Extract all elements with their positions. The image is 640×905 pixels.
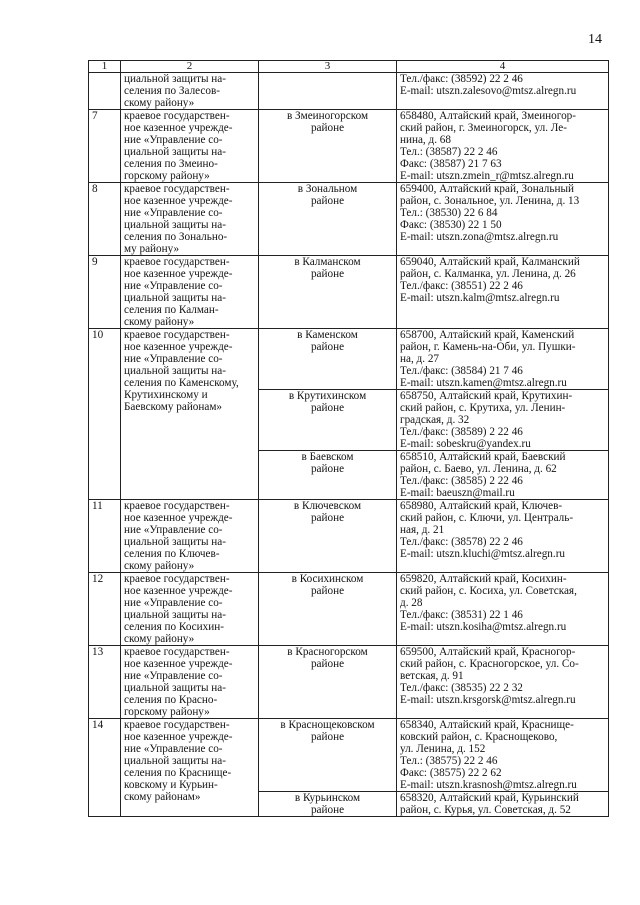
contacts-cell bbox=[397, 256, 609, 329]
district-text: в Ключевском районе bbox=[293, 500, 362, 524]
institution-text: краевое государствен- ное казенное учрежде- ние «Управление со- циальной защиты на- селения по Каменскому, Крутихинскому и Баевскому районам» bbox=[124, 329, 239, 413]
institution-text: краевое государствен- ное казенное учрежде- ние «Управление со- циальной защиты на- селения по Красно- горскому району» bbox=[124, 646, 233, 718]
contacts-cell bbox=[397, 792, 609, 817]
table-row bbox=[89, 500, 609, 573]
institution-text: краевое государствен- ное казенное учрежде- ние «Управление со- циальной защиты на- селения по Краснище- ковскому и Курьин- скому районам» bbox=[124, 719, 233, 803]
district-cell bbox=[259, 719, 397, 792]
district-cell bbox=[259, 390, 397, 451]
institution-text: краевое государствен- ное казенное учрежде- ние «Управление со- циальной защиты на- селения по Змеино- горскому району» bbox=[124, 110, 233, 182]
header-cell-2: 2 bbox=[121, 61, 259, 73]
contacts-text: 659820, Алтайский край, Косихин- ский район, с. Косиха, ул. Советская, д. 28 Тел./факс: (38531) 22 1 46 E-mail: utszn.kosiha@mtsz.alregn.ru bbox=[400, 573, 577, 633]
district-cell bbox=[259, 451, 397, 500]
district-text: в Косихинском районе bbox=[291, 573, 364, 597]
contacts-cell bbox=[397, 573, 609, 646]
contacts-text: 658510, Алтайский край, Баевский район, с. Баево, ул. Ленина, д. 62 Тел./факс: (38585) 2 22 46 E-mail: baeuszn@mail.ru bbox=[400, 451, 566, 499]
institution-cell bbox=[121, 573, 259, 646]
row-number: 10 bbox=[89, 329, 121, 500]
institution-cell bbox=[121, 183, 259, 256]
district-cell bbox=[259, 573, 397, 646]
district-text: в Крутихинском районе bbox=[288, 390, 367, 414]
contacts-cell bbox=[397, 183, 609, 256]
table-header-row bbox=[89, 61, 609, 73]
header-cell-4: 4 bbox=[397, 61, 609, 73]
row-number: 7 bbox=[89, 110, 121, 183]
row-number: 13 bbox=[89, 646, 121, 719]
district-cell bbox=[259, 329, 397, 390]
contacts-text: Тел./факс: (38592) 22 2 46 E-mail: utszn.zalesovo@mtsz.alregn.ru bbox=[400, 73, 577, 97]
row-number: 11 bbox=[89, 500, 121, 573]
district-text: в Змеиногорском районе bbox=[286, 110, 369, 134]
row-number: 8 bbox=[89, 183, 121, 256]
contacts-cell bbox=[397, 110, 609, 183]
institution-cell bbox=[121, 646, 259, 719]
contacts-cell bbox=[397, 451, 609, 500]
contacts-text: 658700, Алтайский край, Каменский район, г. Камень-на-Оби, ул. Пушки- на, д. 27 Тел./факс: (38584) 21 7 46 E-mail: utszn.kamen@mtsz.alregn.ru bbox=[400, 329, 576, 389]
row-number bbox=[89, 73, 121, 110]
district-text: в Калманском районе bbox=[294, 256, 361, 280]
institution-text: краевое государствен- ное казенное учрежде- ние «Управление со- циальной защиты на- селения по Калман- скому району» bbox=[124, 256, 233, 328]
contacts-text: 658480, Алтайский край, Змеиногор- ский район, г. Змеиногорск, ул. Ле- нина, д. 68 Тел.: (38587) 22 2 46 Факс: (38587) 21 7 63 E-mail: utszn.zmein_r@mtsz.alregn.ru bbox=[400, 110, 576, 182]
district-cell bbox=[259, 256, 397, 329]
institution-cell bbox=[121, 329, 259, 500]
institution-cell bbox=[121, 73, 259, 110]
row-number: 12 bbox=[89, 573, 121, 646]
contacts-text: 658980, Алтайский край, Ключев- ский район, с. Ключи, ул. Централь- ная, д. 21 Тел./факс: (38578) 22 2 46 E-mail: utszn.kluchi@mtsz.alregn.ru bbox=[400, 500, 574, 560]
institution-text: краевое государствен- ное казенное учрежде- ние «Управление со- циальной защиты на- селения по Косихин- скому району» bbox=[124, 573, 233, 645]
row-number: 14 bbox=[89, 719, 121, 817]
contacts-text: 658320, Алтайский край, Курьинский район, с. Курья, ул. Советская, д. 52 bbox=[400, 792, 579, 816]
contacts-cell bbox=[397, 646, 609, 719]
district-cell bbox=[259, 500, 397, 573]
district-text: в Краснощековском районе bbox=[280, 719, 375, 743]
contacts-text: 659500, Алтайский край, Красногор- ский район, с. Красногорское, ул. Со- ветская, д. 91 Тел./факс: (38535) 22 2 32 E-mail: utszn.krsgorsk@mtsz.alregn.ru bbox=[400, 646, 579, 706]
district-text: в Курьинском районе bbox=[294, 792, 361, 816]
row-number: 9 bbox=[89, 256, 121, 329]
institutions-table bbox=[88, 60, 609, 817]
contacts-cell bbox=[397, 500, 609, 573]
district-text: в Красногорском районе bbox=[287, 646, 368, 670]
district-text: в Каменском районе bbox=[297, 329, 358, 353]
institution-cell bbox=[121, 256, 259, 329]
contacts-text: 658340, Алтайский край, Краснище- ковский район, с. Краснощеково, ул. Ленина, д. 152 Тел.: (38575) 22 2 46 Факс: (38575) 22 2 62 E-mail: utszn.krasnosh@mtsz.alregn.ru bbox=[400, 719, 577, 791]
district-cell bbox=[259, 646, 397, 719]
contacts-cell bbox=[397, 390, 609, 451]
district-cell bbox=[259, 110, 397, 183]
table-row bbox=[89, 573, 609, 646]
contacts-text: 658750, Алтайский край, Крутихин- ский район, с. Крутиха, ул. Ленин- градская, д. 32 Тел./факс: (38589) 2 22 46 E-mail: sobeskru@yandex.ru bbox=[400, 390, 573, 450]
table-row-continued bbox=[89, 73, 609, 110]
institution-text: циальной защиты на- селения по Залесов- скому району» bbox=[124, 73, 226, 109]
table-row bbox=[89, 183, 609, 256]
district-text: в Зональном районе bbox=[297, 183, 358, 207]
institution-cell bbox=[121, 110, 259, 183]
district-cell bbox=[259, 73, 397, 110]
institution-cell bbox=[121, 719, 259, 817]
institution-text: краевое государствен- ное казенное учрежде- ние «Управление со- циальной защиты на- селения по Ключев- скому району» bbox=[124, 500, 233, 572]
table-row bbox=[89, 719, 609, 792]
contacts-text: 659040, Алтайский край, Калманский район, с. Калманка, ул. Ленина, д. 26 Тел./факс: (38551) 22 2 46 E-mail: utszn.kalm@mtsz.alregn.ru bbox=[400, 256, 580, 304]
table-row bbox=[89, 256, 609, 329]
contacts-cell bbox=[397, 329, 609, 390]
district-text: в Баевском районе bbox=[301, 451, 354, 475]
contacts-text: 659400, Алтайский край, Зональный район, с. Зональное, ул. Ленина, д. 13 Тел.: (38530) 22 6 84 Факс: (38530) 22 1 50 E-mail: utszn.zona@mtsz.alregn.ru bbox=[400, 183, 580, 243]
district-cell bbox=[259, 792, 397, 817]
district-cell bbox=[259, 183, 397, 256]
page-number: 14 bbox=[588, 32, 602, 47]
institution-text: краевое государствен- ное казенное учрежде- ние «Управление со- циальной защиты на- селения по Зонально- му району» bbox=[124, 183, 233, 255]
table-row bbox=[89, 329, 609, 390]
table-row bbox=[89, 110, 609, 183]
header-cell-1: 1 bbox=[89, 61, 121, 73]
contacts-cell bbox=[397, 73, 609, 110]
header-cell-3: 3 bbox=[259, 61, 397, 73]
table-row bbox=[89, 646, 609, 719]
institution-cell bbox=[121, 500, 259, 573]
contacts-cell bbox=[397, 719, 609, 792]
